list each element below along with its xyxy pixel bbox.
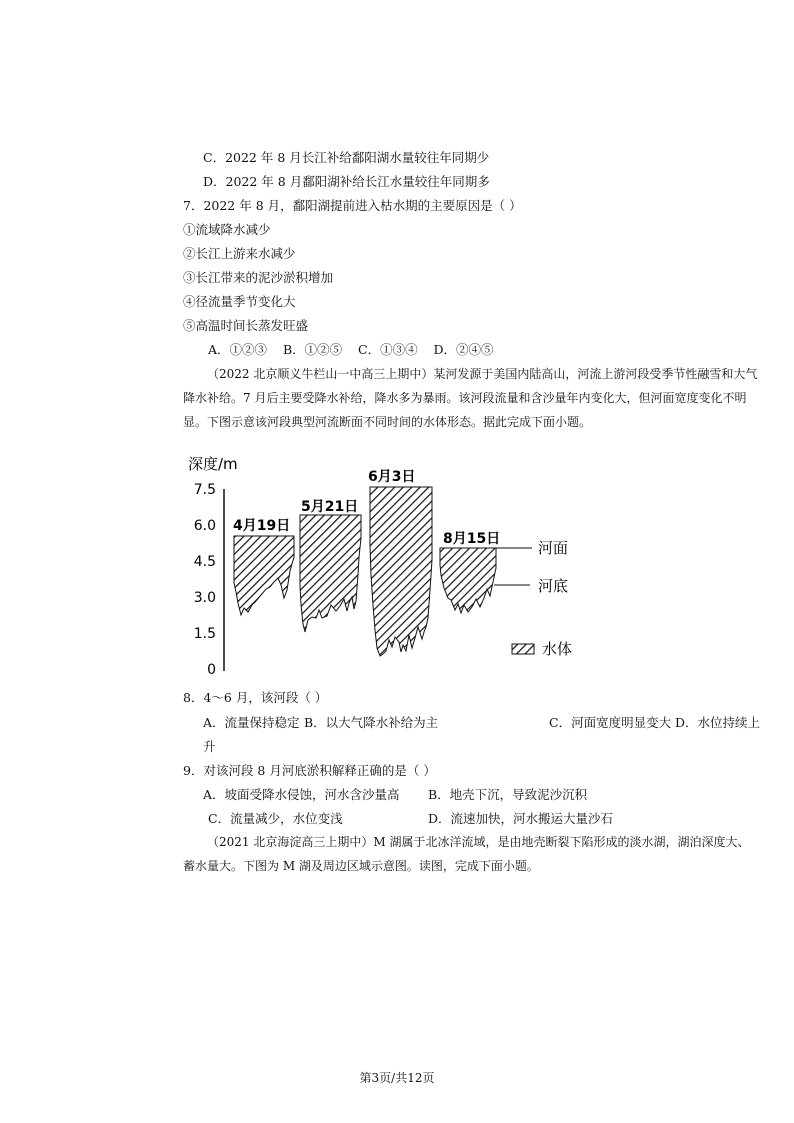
q7-option-b: B．①②⑤ bbox=[282, 342, 343, 357]
q7-option-d: D．②④⑤ bbox=[433, 342, 494, 357]
legend-swatch bbox=[512, 644, 534, 654]
date-label-aug15: 8月15日 bbox=[443, 531, 501, 547]
river-section-chart bbox=[180, 455, 600, 680]
q8-option-a: A．流量保持稳定 bbox=[203, 715, 300, 730]
y-tick-label: 0 bbox=[207, 662, 216, 678]
y-axis-ticks bbox=[194, 482, 216, 678]
q7-item-4: ④径流量季节变化大 bbox=[183, 294, 296, 309]
q9-option-d: D．流速加快，河水搬运大量沙石 bbox=[428, 811, 614, 826]
y-tick-label: 6.0 bbox=[193, 518, 216, 534]
legend-label: 水体 bbox=[542, 640, 573, 658]
date-label-may21: 5月21日 bbox=[301, 499, 359, 515]
water-body-aug15 bbox=[440, 548, 496, 613]
page-footer: 第3页/共12页 bbox=[359, 1071, 435, 1085]
q7-options bbox=[208, 342, 494, 358]
q6-option-d: D．2022 年 8 月鄱阳湖补给长江水量较往年同期多 bbox=[203, 174, 490, 189]
q8-stem: 8．4～6 月，该河段（ ） bbox=[183, 690, 328, 705]
q9-stem: 9．对该河段 8 月河底淤积解释正确的是（ ） bbox=[183, 763, 436, 778]
q8-option-b: B．以大气降水补给为主 bbox=[304, 715, 439, 730]
date-label-apr19: 4月19日 bbox=[233, 518, 291, 534]
y-axis-label: 深度/m bbox=[188, 455, 238, 473]
q6-option-c: C．2022 年 8 月长江补给鄱阳湖水量较往年同期少 bbox=[203, 150, 490, 165]
water-body-jun3 bbox=[370, 487, 432, 656]
q8-option-c: C．河面宽度明显变大 bbox=[549, 715, 672, 730]
q9-option-c: C．流量减少，水位变浅 bbox=[208, 811, 343, 826]
y-tick-label: 1.5 bbox=[193, 626, 216, 642]
chart-svg bbox=[180, 455, 600, 680]
water-body-apr19 bbox=[234, 536, 294, 615]
q7-stem: 7．2022 年 8 月，鄱阳湖提前进入枯水期的主要原因是（ ） bbox=[183, 198, 522, 213]
q7-item-2: ②长江上游来水减少 bbox=[183, 246, 296, 261]
q7-item-3: ③长江带来的泥沙淤积增加 bbox=[183, 270, 334, 285]
q7-item-1: ①流域降水减少 bbox=[183, 222, 271, 237]
river-surface-label: 河面 bbox=[538, 539, 569, 557]
y-tick-label: 4.5 bbox=[193, 554, 216, 570]
q8-option-d-wrap: 升 bbox=[203, 739, 216, 754]
river-bottom-label: 河底 bbox=[538, 577, 569, 595]
y-tick-label: 7.5 bbox=[193, 482, 216, 498]
intro-paragraph-1: （2022 北京顺义牛栏山一中高三上期中）某河发源于美国内陆高山，河流上游河段受季节性融雪和大气降水补给。7 月后主要受降水补给，降水多为暴雨。该河段流量和含沙量年内变化大，但河面宽度变化不明显。下图示意该河段典型河流断面不同时间的水体形态。据此完成下面小题。 bbox=[183, 367, 758, 429]
q9-option-a: A．坡面受降水侵蚀，河水含沙量高 bbox=[203, 787, 400, 802]
q9-option-b: B．地壳下沉，导致泥沙沉积 bbox=[428, 787, 588, 802]
date-label-jun3: 6月3日 bbox=[368, 469, 416, 485]
y-tick-label: 3.0 bbox=[193, 590, 216, 606]
q7-option-a: A．①②③ bbox=[208, 342, 268, 357]
q7-item-5: ⑤高温时间长蒸发旺盛 bbox=[183, 318, 309, 333]
q8-option-d: D．水位持续上 bbox=[675, 715, 761, 730]
water-body-may21 bbox=[300, 515, 361, 632]
q7-option-c: C．①③④ bbox=[358, 342, 418, 357]
intro-paragraph-2: （2021 北京海淀高三上期中）M 湖属于北冰洋流域，是由地壳断裂下陷形成的淡水湖，湖泊深度大、蓄水量大。下图为 M 湖及周边区域示意图。读图，完成下面小题。 bbox=[183, 835, 750, 873]
